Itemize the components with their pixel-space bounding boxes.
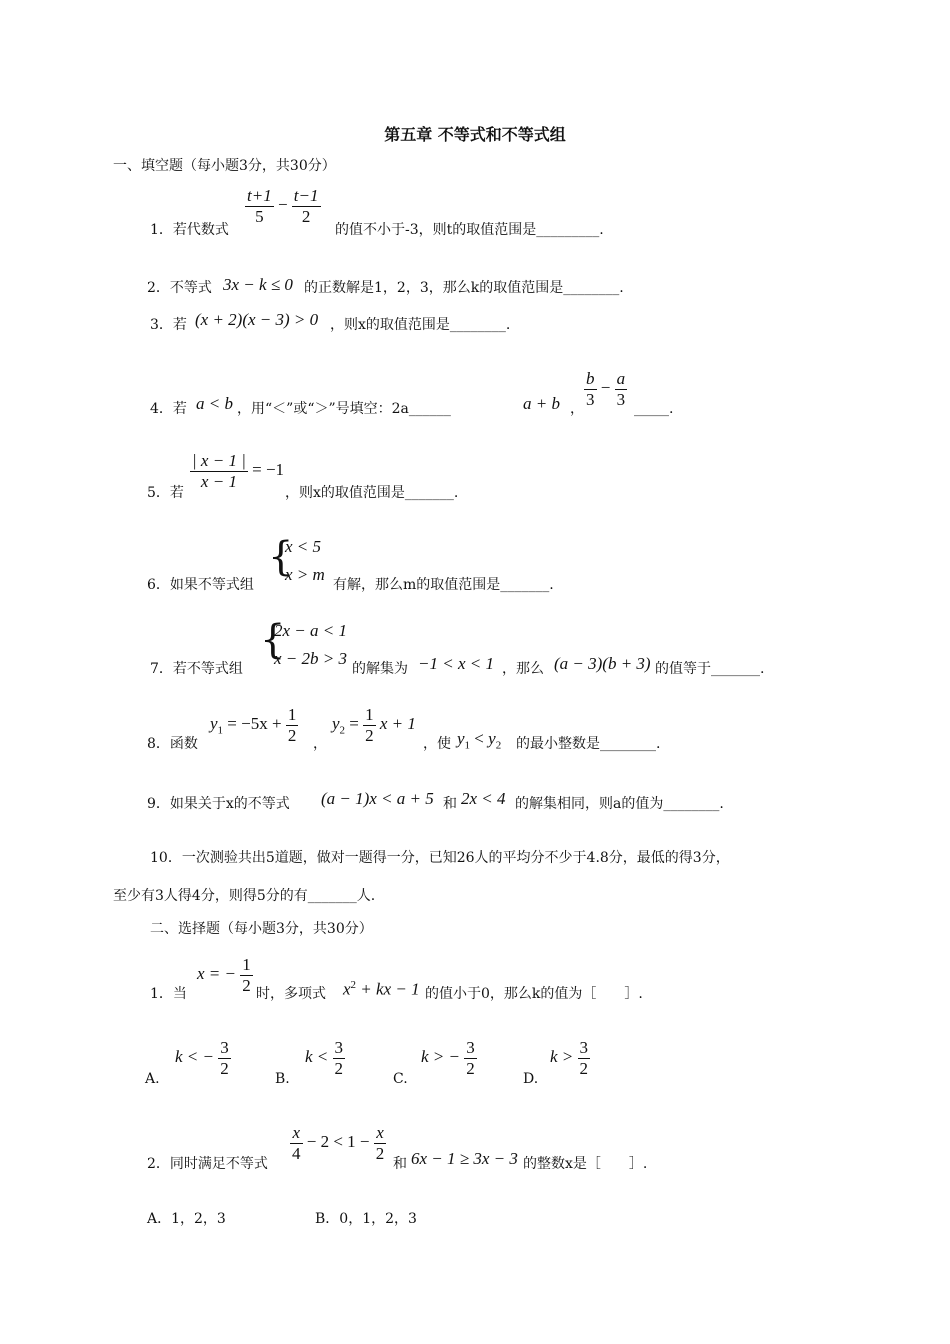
math-expression: a + b — [523, 394, 560, 413]
math-expression: 2x < 4 — [461, 789, 506, 808]
fraction: $\frac{| x - 1 |}{x - 1}$ = −1 — [192, 451, 285, 491]
math-expression: −1 < x < 1 — [418, 654, 494, 673]
math-expression: 3x − k ≤ 0 — [223, 275, 293, 294]
math-expression: x = − $\frac{1}{2}$ — [197, 955, 251, 995]
comparison: $y_1 < y_2$ — [457, 729, 502, 752]
section-heading-fill-in: 一、填空题（每小题3分，共30分） — [113, 158, 336, 174]
fraction: $\frac{t+1}{5}$ − $\frac{t-1}{2}$ — [247, 186, 319, 226]
math-expression: (a − 3)(b + 3) — [554, 654, 651, 673]
section-heading-choice: 二、选择题（每小题3分，共30分） — [150, 921, 373, 937]
page-title: 第五章 不等式和不等式组 — [384, 125, 566, 144]
system-line-1: 2x − a < 1 — [274, 621, 347, 640]
option-b[interactable]: B．0，1，2，3 — [315, 1211, 417, 1227]
math-expression: (a − 1)x < a + 5 — [321, 789, 434, 808]
system-line-2: x > m — [285, 565, 325, 584]
brace-icon: { — [268, 534, 294, 580]
option-a[interactable]: A．1，2，3 — [147, 1211, 226, 1227]
function-y2: $y_2$ = $\frac{1}{2}$ x + 1 — [332, 705, 416, 745]
math-expression: a < b — [196, 394, 233, 413]
brace-icon: { — [260, 617, 286, 663]
math-expression: (x + 2)(x − 3) > 0 — [195, 310, 319, 329]
math-expression: $x^2$ + kx − 1 — [343, 979, 420, 999]
fraction: $\frac{b}{3}$ − $\frac{a}{3}$ — [586, 369, 626, 409]
system-line-2: x − 2b > 3 — [274, 649, 347, 668]
function-y1: $y_1 = -5x$ + $\frac{1}{2}$ — [210, 705, 297, 745]
system-line-1: x < 5 — [285, 537, 322, 556]
math-expression: $\frac{x}{4}$ − 2 < 1 − $\frac{x}{2}$ — [292, 1123, 385, 1163]
math-expression: 6x − 1 ≥ 3x − 3 — [411, 1149, 518, 1168]
